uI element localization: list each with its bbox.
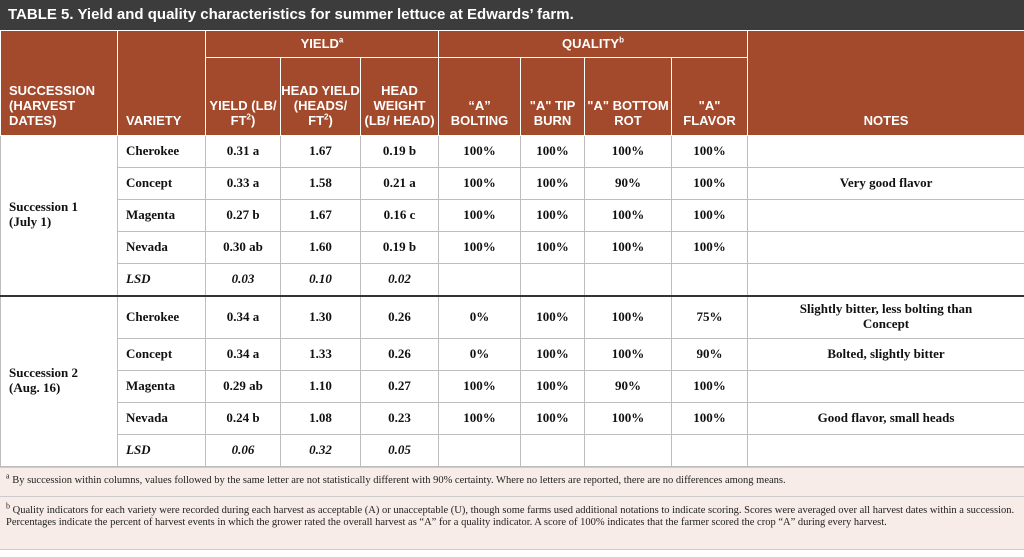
succession-2-label: Succession 2 (Aug. 16) bbox=[1, 296, 118, 467]
yield-quality-table bbox=[0, 30, 1024, 467]
table-row bbox=[1, 403, 1024, 435]
tip-burn-cell bbox=[521, 435, 585, 467]
table-row bbox=[1, 232, 1024, 264]
yield-cell: 0.29 ab bbox=[206, 371, 281, 403]
variety-cell: Magenta bbox=[118, 371, 206, 403]
yield-cell: 0.33 a bbox=[206, 168, 281, 200]
bottom-rot-cell: 90% bbox=[585, 371, 672, 403]
head-yield-cell: 0.10 bbox=[281, 264, 361, 296]
head-yield-cell: 1.67 bbox=[281, 136, 361, 168]
table-row bbox=[1, 296, 1024, 339]
variety-cell: Nevada bbox=[118, 232, 206, 264]
notes-cell bbox=[748, 136, 1024, 168]
variety-cell: Concept bbox=[118, 168, 206, 200]
flavor-cell: 100% bbox=[672, 232, 748, 264]
flavor-cell: 75% bbox=[672, 296, 748, 339]
notes-cell bbox=[748, 435, 1024, 467]
bottom-rot-cell: 100% bbox=[585, 200, 672, 232]
head-yield-cell: 1.30 bbox=[281, 296, 361, 339]
variety-cell: Cherokee bbox=[118, 296, 206, 339]
notes-cell: Bolted, slightly bitter bbox=[748, 339, 1024, 371]
succession-1-label: Succession 1 (July 1) bbox=[1, 136, 118, 296]
bottom-rot-cell: 100% bbox=[585, 403, 672, 435]
bottom-rot-cell: 100% bbox=[585, 296, 672, 339]
head-yield-cell: 1.10 bbox=[281, 371, 361, 403]
head-yield-cell: 1.58 bbox=[281, 168, 361, 200]
header-yield-lb: YIELD (LB/ $FT^2$) bbox=[206, 58, 281, 136]
notes-cell: Very good flavor bbox=[748, 168, 1024, 200]
notes-cell bbox=[748, 264, 1024, 296]
head-weight-cell: 0.19 b bbox=[361, 136, 439, 168]
tip-burn-cell: 100% bbox=[521, 371, 585, 403]
lsd-row bbox=[1, 435, 1024, 467]
bolting-cell: 100% bbox=[439, 136, 521, 168]
flavor-cell bbox=[672, 435, 748, 467]
tip-burn-cell: 100% bbox=[521, 168, 585, 200]
flavor-cell bbox=[672, 264, 748, 296]
table-row bbox=[1, 200, 1024, 232]
bolting-cell: 0% bbox=[439, 339, 521, 371]
head-yield-cell: 1.08 bbox=[281, 403, 361, 435]
head-yield-cell: 0.32 bbox=[281, 435, 361, 467]
flavor-cell: 100% bbox=[672, 200, 748, 232]
notes-cell bbox=[748, 200, 1024, 232]
yield-cell: 0.30 ab bbox=[206, 232, 281, 264]
table-row bbox=[1, 136, 1024, 168]
bottom-rot-cell: 100% bbox=[585, 339, 672, 371]
bottom-rot-cell bbox=[585, 264, 672, 296]
tip-burn-cell: 100% bbox=[521, 232, 585, 264]
variety-cell: LSD bbox=[118, 264, 206, 296]
header-bolting: “A” BOLTING bbox=[439, 58, 521, 136]
notes-cell: Good flavor, small heads bbox=[748, 403, 1024, 435]
yield-cell: 0.24 b bbox=[206, 403, 281, 435]
tip-burn-cell: 100% bbox=[521, 200, 585, 232]
bolting-cell bbox=[439, 435, 521, 467]
lsd-row bbox=[1, 264, 1024, 296]
variety-cell: Magenta bbox=[118, 200, 206, 232]
head-weight-cell: 0.26 bbox=[361, 296, 439, 339]
tip-burn-cell: 100% bbox=[521, 296, 585, 339]
bolting-cell: 100% bbox=[439, 403, 521, 435]
bolting-cell: 100% bbox=[439, 200, 521, 232]
bolting-cell bbox=[439, 264, 521, 296]
header-quality-group: QUALITY$^b$ bbox=[439, 31, 748, 58]
header-head-weight: HEAD WEIGHT (LB/ HEAD) bbox=[361, 58, 439, 136]
head-yield-cell: 1.60 bbox=[281, 232, 361, 264]
head-yield-cell: 1.33 bbox=[281, 339, 361, 371]
head-weight-cell: 0.27 bbox=[361, 371, 439, 403]
table-title: TABLE 5. Yield and quality characteristics for summer lettuce at Edwards’ farm. bbox=[0, 0, 1024, 30]
variety-cell: Concept bbox=[118, 339, 206, 371]
bolting-cell: 0% bbox=[439, 296, 521, 339]
yield-cell: 0.34 a bbox=[206, 296, 281, 339]
head-yield-cell: 1.67 bbox=[281, 200, 361, 232]
variety-cell: Nevada bbox=[118, 403, 206, 435]
variety-cell: Cherokee bbox=[118, 136, 206, 168]
head-weight-cell: 0.26 bbox=[361, 339, 439, 371]
yield-cell: 0.31 a bbox=[206, 136, 281, 168]
bottom-rot-cell: 100% bbox=[585, 136, 672, 168]
head-weight-cell: 0.16 c bbox=[361, 200, 439, 232]
tip-burn-cell bbox=[521, 264, 585, 296]
flavor-cell: 100% bbox=[672, 403, 748, 435]
bolting-cell: 100% bbox=[439, 168, 521, 200]
notes-cell bbox=[748, 232, 1024, 264]
header-notes: NOTES bbox=[748, 31, 1024, 136]
flavor-cell: 100% bbox=[672, 136, 748, 168]
variety-cell: LSD bbox=[118, 435, 206, 467]
bottom-rot-cell: 100% bbox=[585, 232, 672, 264]
yield-cell: 0.06 bbox=[206, 435, 281, 467]
tip-burn-cell: 100% bbox=[521, 403, 585, 435]
footnote-a: $^a$ By succession within columns, values followed by the same letter are not statistically different with 90% certainty. Where no letters are reported, there are no differences among means. bbox=[0, 467, 1024, 497]
header-variety: VARIETY bbox=[118, 31, 206, 136]
head-weight-cell: 0.19 b bbox=[361, 232, 439, 264]
table-row bbox=[1, 339, 1024, 371]
table-row bbox=[1, 168, 1024, 200]
yield-cell: 0.03 bbox=[206, 264, 281, 296]
yield-cell: 0.27 b bbox=[206, 200, 281, 232]
head-weight-cell: 0.05 bbox=[361, 435, 439, 467]
bolting-cell: 100% bbox=[439, 371, 521, 403]
header-yield-group: YIELD$^a$ bbox=[206, 31, 439, 58]
head-weight-cell: 0.02 bbox=[361, 264, 439, 296]
header-flavor: "A" FLAVOR bbox=[672, 58, 748, 136]
flavor-cell: 90% bbox=[672, 339, 748, 371]
header-head-yield: HEAD YIELD (HEADS/ $FT^2$) bbox=[281, 58, 361, 136]
head-weight-cell: 0.21 a bbox=[361, 168, 439, 200]
flavor-cell: 100% bbox=[672, 371, 748, 403]
notes-cell bbox=[748, 371, 1024, 403]
tip-burn-cell: 100% bbox=[521, 136, 585, 168]
head-weight-cell: 0.23 bbox=[361, 403, 439, 435]
bolting-cell: 100% bbox=[439, 232, 521, 264]
bottom-rot-cell: 90% bbox=[585, 168, 672, 200]
header-succession: SUCCESSION (HARVEST DATES) bbox=[1, 31, 118, 136]
header-tip-burn: "A" TIP BURN bbox=[521, 58, 585, 136]
tip-burn-cell: 100% bbox=[521, 339, 585, 371]
bottom-rot-cell bbox=[585, 435, 672, 467]
table-row bbox=[1, 371, 1024, 403]
flavor-cell: 100% bbox=[672, 168, 748, 200]
header-bottom-rot: "A" BOTTOM ROT bbox=[585, 58, 672, 136]
notes-cell: Slightly bitter, less bolting than Concept bbox=[748, 296, 1024, 339]
footnote-b: $^b$ Quality indicators for each variety were recorded during each harvest as acceptable (A) or unacceptable (U), though some farms used additional notations to indicate scoring. Scores were averaged over all harvest dates within a succession. Percentages indicate the percent of harvest events in which the grower rated the overall harvest as “A” for a quality indicator. A score of 100% indicates that the farmer scored the crop “A” during every harvest. bbox=[0, 497, 1024, 550]
yield-cell: 0.34 a bbox=[206, 339, 281, 371]
